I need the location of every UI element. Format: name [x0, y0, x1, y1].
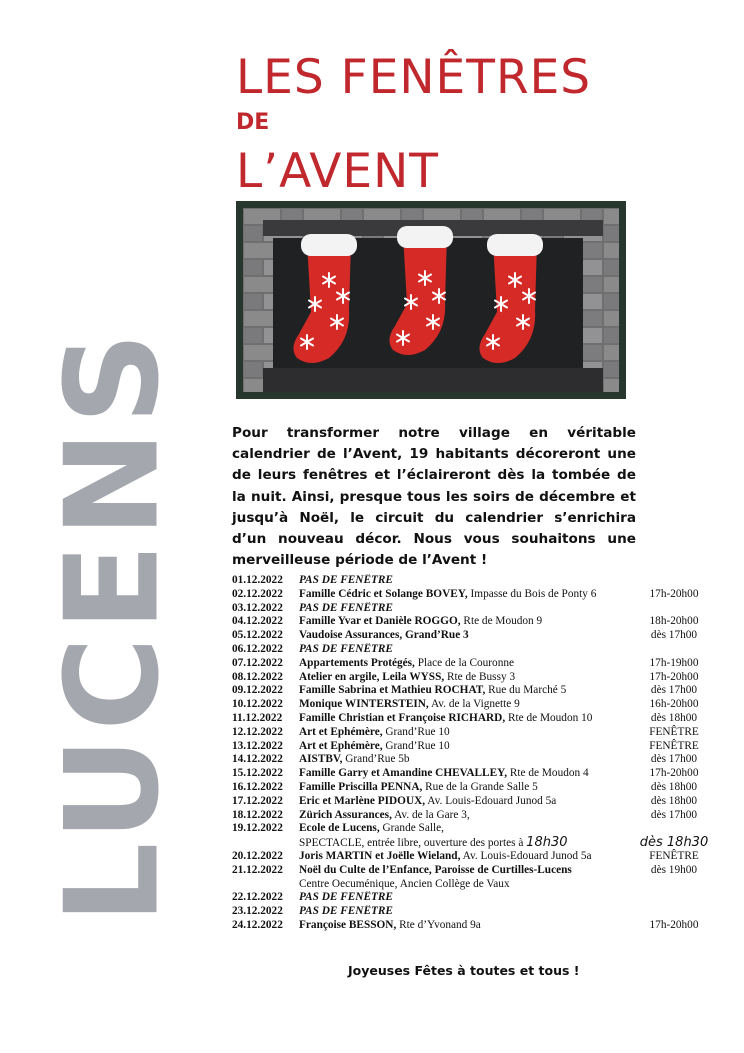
- schedule-host: Famille Christian et Françoise RICHARD,: [299, 711, 506, 724]
- schedule-entry: [299, 574, 639, 588]
- schedule-address: Av. Louis-Edouard Junod 5a: [425, 794, 557, 807]
- schedule-entry: [299, 767, 639, 781]
- schedule-date: [232, 878, 299, 892]
- schedule-date: 03.12.2022: [232, 601, 283, 614]
- schedule-host: Noël du Culte de l’Enfance, Paroisse de Curtilles-Lucens: [299, 863, 572, 876]
- advent-schedule: [232, 574, 712, 933]
- schedule-host: Famille Sabrina et Mathieu ROCHAT,: [299, 684, 486, 697]
- schedule-time: 17h-20h00: [649, 670, 699, 683]
- schedule-row: [232, 905, 712, 919]
- schedule-address: Impasse du Bois de Ponty 6: [467, 587, 597, 600]
- schedule-row: [232, 836, 712, 850]
- schedule-row: [232, 850, 712, 864]
- schedule-address: Rte de Moudon 10: [505, 711, 593, 724]
- schedule-host: Monique WINTERSTEIN,: [299, 698, 429, 711]
- schedule-entry: [299, 822, 639, 836]
- schedule-time: dès 17h00: [650, 808, 698, 821]
- schedule-time: 17h-19h00: [649, 656, 699, 669]
- schedule-row: [232, 698, 712, 712]
- schedule-time: [639, 905, 709, 919]
- schedule-date: 13.12.2022: [232, 739, 283, 752]
- schedule-host: Famille Priscilla PENNA,: [299, 780, 423, 793]
- schedule-time: 17h-20h00: [649, 918, 699, 931]
- schedule-address: Av. Louis-Edouard Junod 5a: [460, 849, 592, 862]
- schedule-row: [232, 795, 712, 809]
- schedule-row: [232, 919, 712, 933]
- schedule-date: 07.12.2022: [232, 656, 283, 669]
- schedule-entry: [299, 671, 639, 685]
- schedule-row: [232, 712, 712, 726]
- schedule-entry: [299, 643, 639, 657]
- schedule-row: [232, 753, 712, 767]
- schedule-time: 17h-20h00: [649, 587, 699, 600]
- schedule-host: Atelier en argile, Leila WYSS,: [299, 670, 445, 683]
- schedule-entry: [299, 629, 639, 643]
- schedule-entry: [299, 753, 639, 767]
- schedule-address: Av. de la Gare 3,: [391, 808, 470, 821]
- stockings-illustration: [243, 208, 619, 392]
- schedule-row: [232, 767, 712, 781]
- schedule-entry: [299, 809, 639, 823]
- handwritten-time: 18h30: [526, 836, 568, 850]
- schedule-entry: [299, 864, 639, 878]
- schedule-row: [232, 684, 712, 698]
- schedule-host: Françoise BESSON,: [299, 918, 397, 931]
- schedule-time: FENÊTRE: [649, 739, 699, 752]
- schedule-row: [232, 602, 712, 616]
- schedule-host: Art et Ephémère,: [299, 725, 383, 738]
- schedule-time: dès 18h00: [650, 780, 698, 793]
- schedule-time: [639, 878, 709, 892]
- schedule-date: 24.12.2022: [232, 918, 283, 931]
- schedule-date: 23.12.2022: [232, 905, 283, 918]
- schedule-entry: [299, 795, 639, 809]
- schedule-address: Grand’Rue 10: [382, 739, 450, 752]
- schedule-time: 18h-20h00: [649, 615, 699, 628]
- schedule-entry: [299, 726, 639, 740]
- schedule-address: Centre Oecuménique, Ancien Collège de Vaux: [299, 877, 510, 890]
- schedule-row: [232, 726, 712, 740]
- schedule-time: [639, 643, 709, 657]
- schedule-time: dès 18h00: [650, 794, 698, 807]
- schedule-date: 06.12.2022: [232, 642, 283, 655]
- schedule-entry: [299, 836, 639, 850]
- schedule-date: 21.12.2022: [232, 863, 283, 876]
- intro-paragraph: Pour transformer notre village en véritable calendrier de l’Avent, 19 habitants décoreront une de leurs fenêtres et l’éclaireront dès la tombée de la nuit. Ainsi, presque tous les soirs de décembre et jusqu’à Noël, le circuit du calendrier s’enrichira d’un nouveau décor. Nous vous souhaitons une merveilleuse période de l’Avent !: [232, 425, 636, 569]
- schedule-entry: [299, 712, 639, 726]
- title-line-1: LES FENÊTRES: [236, 50, 592, 105]
- schedule-date: 17.12.2022: [232, 794, 283, 807]
- vertical-town-name-text: LUCENS: [38, 326, 188, 924]
- schedule-address: Rte de Moudon 4: [507, 767, 589, 780]
- vertical-town-name: [38, 265, 188, 985]
- schedule-time: [639, 574, 709, 588]
- schedule-address: Rte d’Yvonand 9a: [396, 918, 481, 931]
- christmas-stockings-image: [236, 201, 626, 399]
- schedule-entry: [299, 878, 639, 892]
- schedule-entry: [299, 850, 639, 864]
- schedule-entry: [299, 919, 639, 933]
- schedule-row: [232, 657, 712, 671]
- schedule-date: 12.12.2022: [232, 725, 283, 738]
- schedule-row: [232, 822, 712, 836]
- schedule-time: [639, 891, 709, 905]
- schedule-row: [232, 891, 712, 905]
- closing-greeting: Joyeuses Fêtes à toutes et tous !: [348, 963, 580, 978]
- schedule-date: 20.12.2022: [232, 849, 283, 862]
- schedule-time: dès 19h00: [650, 863, 698, 876]
- schedule-row: [232, 864, 712, 878]
- schedule-row: [232, 629, 712, 643]
- schedule-row: [232, 574, 712, 588]
- schedule-row: [232, 809, 712, 823]
- schedule-time: FENÊTRE: [649, 849, 699, 862]
- schedule-entry: [299, 781, 639, 795]
- schedule-time: dès 17h00: [650, 753, 698, 766]
- schedule-time: dès 18h00: [650, 711, 698, 724]
- schedule-date: 19.12.2022: [232, 822, 283, 835]
- schedule-row: [232, 878, 712, 892]
- schedule-address: Grand’Rue 5b: [342, 753, 410, 766]
- schedule-date: 18.12.2022: [232, 808, 283, 821]
- schedule-date: 09.12.2022: [232, 684, 283, 697]
- schedule-entry: [299, 891, 639, 905]
- schedule-time: 16h-20h00: [649, 698, 699, 711]
- schedule-address: Rte de Moudon 9: [460, 615, 543, 628]
- schedule-host: PAS DE FENÊTRE: [299, 642, 393, 655]
- schedule-host: Zürich Assurances,: [299, 808, 392, 821]
- schedule-address: Rte de Bussy 3: [444, 670, 516, 683]
- title-line-3: L’AVENT: [236, 144, 439, 199]
- schedule-row: [232, 781, 712, 795]
- schedule-entry: [299, 740, 639, 754]
- schedule-entry: [299, 905, 639, 919]
- schedule-date: [232, 836, 299, 850]
- schedule-address: Rue de la Grande Salle 5: [422, 780, 538, 793]
- schedule-date: 04.12.2022: [232, 615, 283, 628]
- schedule-time: FENÊTRE: [649, 725, 699, 738]
- schedule-host: Appartements Protégés,: [299, 656, 415, 669]
- schedule-date: 15.12.2022: [232, 767, 283, 780]
- schedule-host: Vaudoise Assurances, Grand’Rue 3: [299, 629, 469, 642]
- schedule-row: [232, 671, 712, 685]
- schedule-entry: [299, 657, 639, 671]
- schedule-host: Famille Yvar et Danièle ROGGO,: [299, 615, 461, 628]
- schedule-date: 10.12.2022: [232, 698, 283, 711]
- schedule-time: [639, 822, 709, 836]
- schedule-date: 08.12.2022: [232, 670, 283, 683]
- schedule-date: 16.12.2022: [232, 780, 283, 793]
- schedule-host: Famille Garry et Amandine CHEVALLEY,: [299, 767, 508, 780]
- schedule-entry: [299, 588, 639, 602]
- schedule-host: Famille Cédric et Solange BOVEY,: [299, 587, 468, 600]
- schedule-date: 05.12.2022: [232, 629, 283, 642]
- schedule-address: Grande Salle,: [379, 822, 444, 835]
- schedule-host: Eric et Marlène PIDOUX,: [299, 794, 426, 807]
- schedule-host: Ecole de Lucens,: [299, 822, 380, 835]
- schedule-host: PAS DE FENÊTRE: [299, 891, 393, 904]
- schedule-row: [232, 615, 712, 629]
- title-line-2: DE: [236, 110, 270, 135]
- schedule-entry: [299, 684, 639, 698]
- schedule-row: [232, 588, 712, 602]
- schedule-host: PAS DE FENÊTRE: [299, 601, 393, 614]
- schedule-address: SPECTACLE, entrée libre, ouverture des portes à: [299, 837, 527, 850]
- schedule-time: dès 17h00: [650, 684, 698, 697]
- schedule-entry: [299, 615, 639, 629]
- schedule-row: [232, 643, 712, 657]
- schedule-date: 22.12.2022: [232, 891, 283, 904]
- schedule-date: 02.12.2022: [232, 587, 283, 600]
- schedule-address: Rue du Marché 5: [485, 684, 567, 697]
- schedule-host: PAS DE FENÊTRE: [299, 574, 393, 586]
- schedule-date: 14.12.2022: [232, 753, 283, 766]
- schedule-entry: [299, 698, 639, 712]
- schedule-address: Av. de la Vignette 9: [428, 698, 520, 711]
- schedule-row: [232, 740, 712, 754]
- schedule-address: Grand’Rue 10: [382, 725, 450, 738]
- schedule-address: Place de la Couronne: [414, 656, 515, 669]
- schedule-date: 01.12.2022: [232, 574, 283, 586]
- schedule-time: dès 18h30: [639, 835, 709, 851]
- schedule-host: Art et Ephémère,: [299, 739, 383, 752]
- schedule-time: dès 17h00: [650, 629, 698, 642]
- schedule-host: PAS DE FENÊTRE: [299, 905, 393, 918]
- schedule-time: [639, 602, 709, 616]
- schedule-time: 17h-20h00: [649, 767, 699, 780]
- schedule-entry: [299, 602, 639, 616]
- schedule-host: AISTBV,: [299, 753, 343, 766]
- schedule-host: Joris MARTIN et Joëlle Wieland,: [299, 849, 461, 862]
- schedule-date: 11.12.2022: [232, 711, 283, 724]
